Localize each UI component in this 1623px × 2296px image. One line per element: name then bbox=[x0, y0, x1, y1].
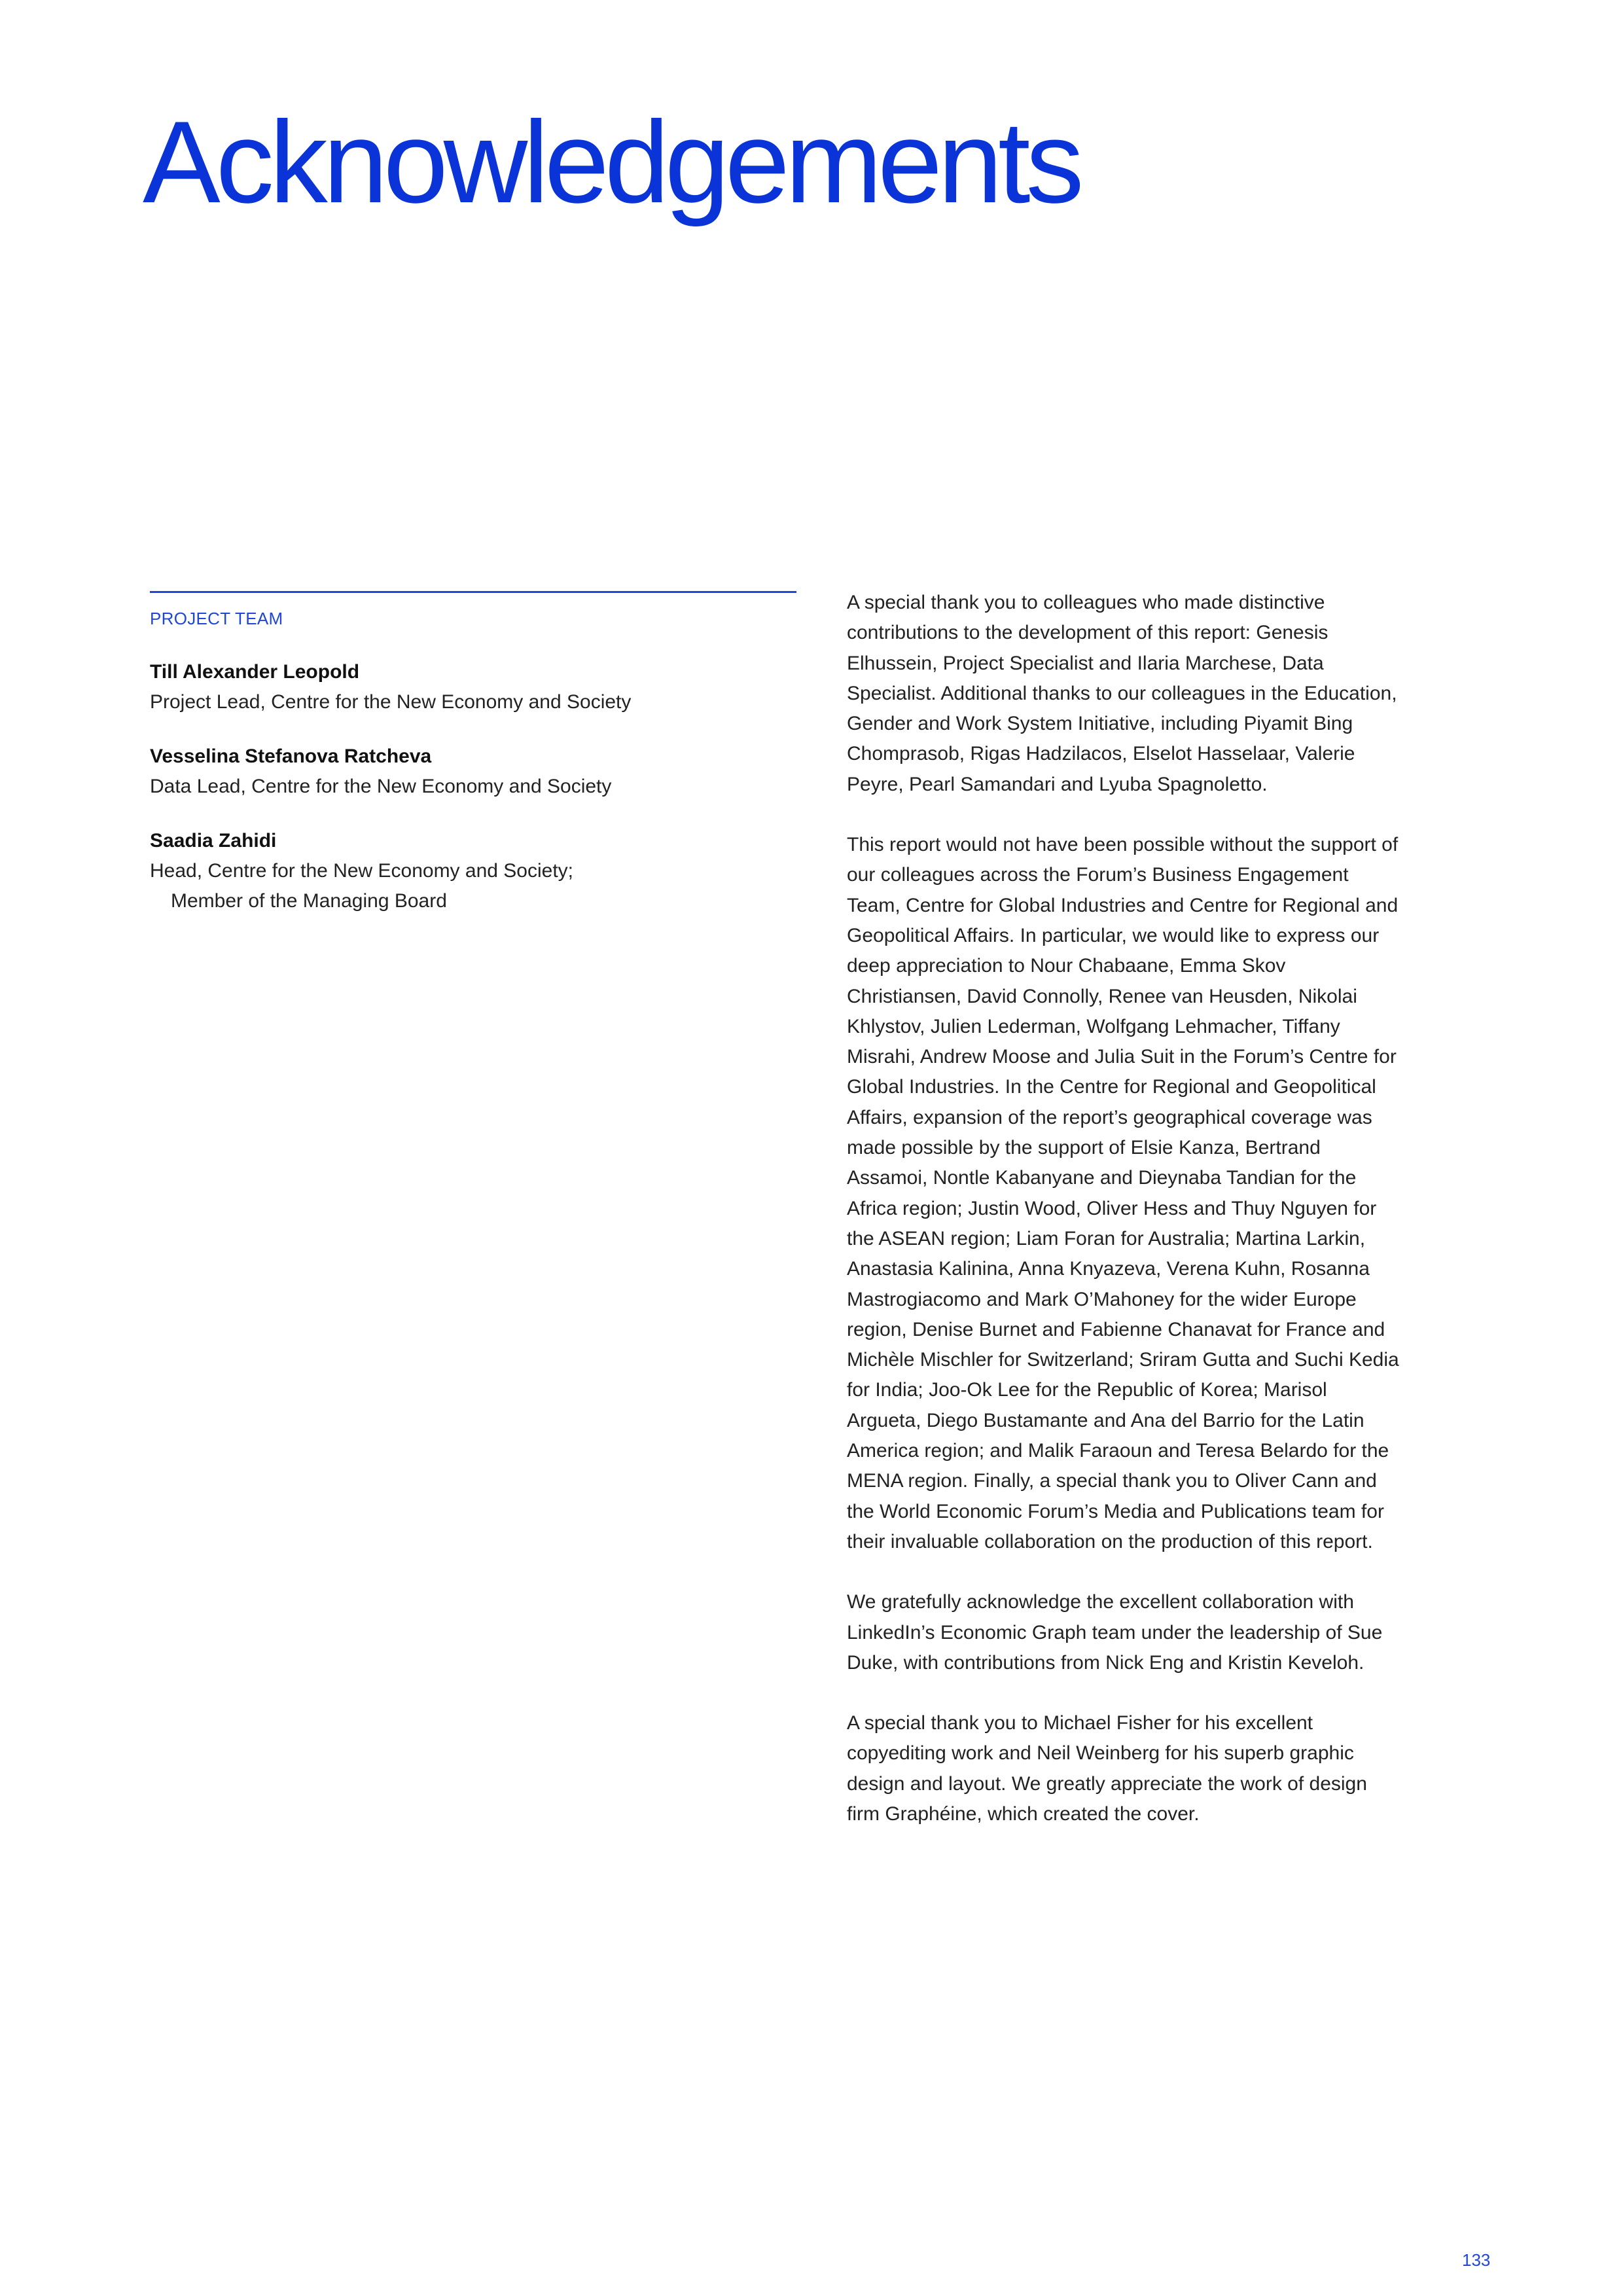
team-member bbox=[150, 742, 796, 802]
section-label: PROJECT TEAM bbox=[150, 609, 283, 628]
member-role: Head, Centre for the New Economy and Society; bbox=[150, 860, 573, 882]
body-paragraph: We gratefully acknowledge the excellent collaboration with LinkedIn’s Economic Graph team under the leadership of Sue Duke, with contributions from Nick Eng and Kristin Keveloh. bbox=[847, 1591, 1383, 1674]
page-number: 133 bbox=[1462, 2250, 1491, 2270]
page-title: Acknowledgements bbox=[143, 97, 1080, 227]
member-name: Till Alexander Leopold bbox=[150, 661, 360, 683]
member-role: Project Lead, Centre for the New Economy and Society bbox=[150, 691, 632, 713]
member-name: Saadia Zahidi bbox=[150, 830, 277, 852]
member-name: Vesselina Stefanova Ratcheva bbox=[150, 745, 432, 767]
member-role-continued: Member of the Managing Board bbox=[171, 890, 447, 912]
project-team-section bbox=[150, 591, 796, 916]
body-paragraph: A special thank you to Michael Fisher for his excellent copyediting work and Neil Weinberg for his superb graphic design and layout. We greatly appreciate the work of design firm Graphéine, which created the cover. bbox=[847, 1712, 1367, 1825]
member-role: Data Lead, Centre for the New Economy and Society bbox=[150, 776, 612, 797]
team-member bbox=[150, 826, 796, 916]
body-paragraph: This report would not have been possible without the support of our colleagues across the Forum’s Business Engagement Team, Centre for Global Industries and Centre for Regional and Geopolitical Affairs. In particular, we would like to express our deep appreciation to Nour Chabaane, Emma Skov Christiansen, David Connolly, Renee van Heusden, Nikolai Khlystov, Julien Lederman, Wolfgang Lehmacher, Tiffany Misrahi, Andrew Moose and Julia Suit in the Forum’s Centre for Global Industries. In the Centre for Regional and Geopolitical Affairs, expansion of the report’s geographical coverage was made possible by the support of Elsie Kanza, Bertrand Assamoi, Nontle Kabanyane and Dieynaba Tandian for the Africa region; Justin Wood, Oliver Hess and Thuy Nguyen for the ASEAN region; Liam Foran for Australia; Martina Larkin, Anastasia Kalinina, Anna Knyazeva, Verena Kuhn, Rosanna Mastrogiacomo and Mark O’Mahoney for the wider Europe region, Denise Burnet and Fabienne Chanavat for France and Michèle Mischler for Switzerland; Sriram Gutta and Suchi Kedia for India; Joo-Ok Lee for the Republic of Korea; Marisol Argueta, Diego Bustamante and Ana del Barrio for the Latin America region; and Malik Faraoun and Teresa Belardo for the MENA region. Finally, a special thank you to Oliver Cann and the World Economic Forum’s Media and Publications team for their invaluable collaboration on the production of this report. bbox=[847, 834, 1399, 1552]
team-member bbox=[150, 657, 796, 717]
body-paragraph: A special thank you to colleagues who made distinctive contributions to the development of this report: Genesis Elhussein, Project Specialist and Ilaria Marchese, Data Specialist. Additional thanks to our colleagues in the Education, Gender and Work System Initiative, including Piyamit Bing Chomprasob, Rigas Hadzilacos, Elselot Hasselaar, Valerie Peyre, Pearl Samandari and Lyuba Spagnoletto. bbox=[847, 592, 1397, 795]
section-divider bbox=[150, 591, 796, 593]
acknowledgement-text bbox=[847, 588, 1403, 1859]
